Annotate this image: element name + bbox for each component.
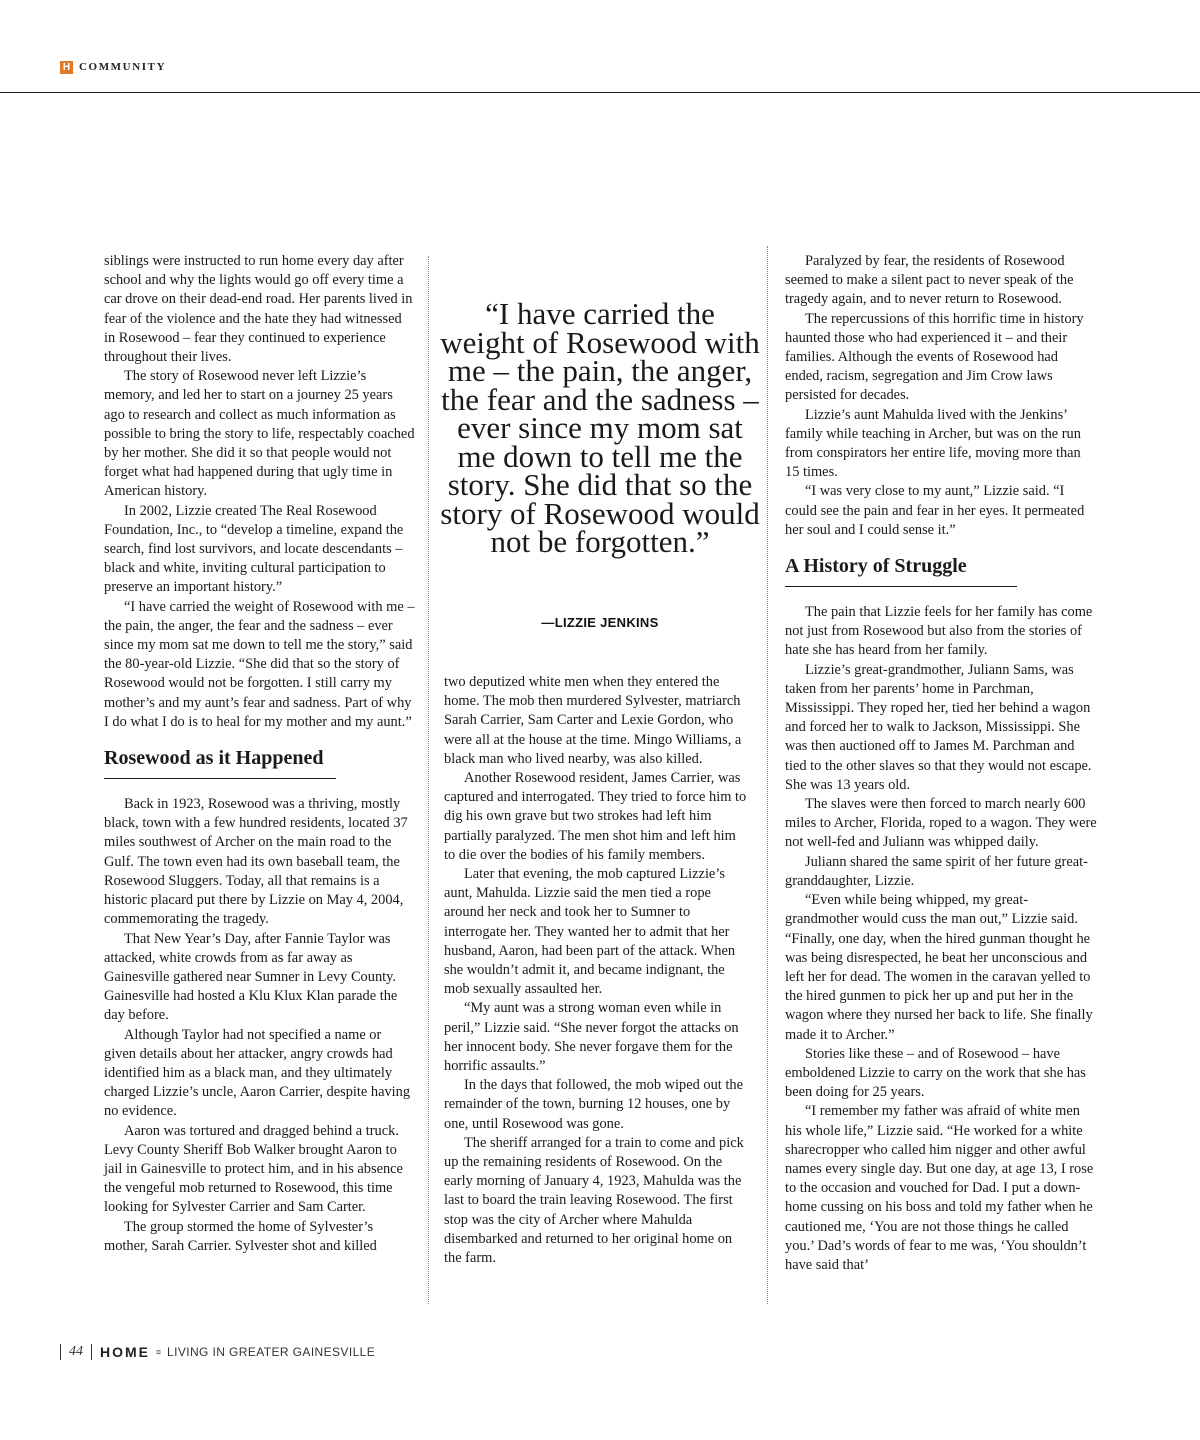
paragraph: Paralyzed by fear, the residents of Rosewood seemed to make a silent pact to never speak of the tragedy again, and to never return to Rosewood.: [785, 253, 1074, 308]
paragraph: The slaves were then forced to march nearly 600 miles to Archer, Florida, roped to a wagon. They were not well-fed and Juliann was whipped daily.: [785, 796, 1097, 851]
paragraph: Juliann shared the same spirit of her future great-granddaughter, Lizzie.: [785, 853, 1088, 889]
paragraph: Aaron was tortured and dragged behind a truck. Levy County Sheriff Bob Walker brought Aaron to jail in Gainesville to protect him, and in his absence the vengeful mob returned to Rosewood, this time looking for Sylvester Carrier and Sam Carter.: [104, 1122, 403, 1216]
subhead-rule: [104, 778, 336, 779]
footer-divider: [91, 1344, 92, 1360]
page-footer: [60, 1342, 375, 1362]
subhead-rosewood-as-it-happened: Rosewood as it Happened: [104, 747, 324, 770]
section-label: COMMUNITY: [79, 61, 167, 73]
subhead-rule: [785, 586, 1017, 587]
page-number: 44: [69, 1344, 83, 1359]
paragraph: The group stormed the home of Sylvester’s mother, Sarah Carrier. Sylvester shot and killed: [104, 1218, 377, 1254]
article-column-3: [785, 252, 1097, 1275]
paragraph: The story of Rosewood never left Lizzie’s memory, and led her to start on a journey 25 years ago to research and collect as much information as possible to bring the story to life, respectably coached by her mother. She did it so that people would not forget what had happened during that ugly time in American history.: [104, 368, 415, 500]
paragraph: In the days that followed, the mob wiped out the remainder of the town, burning 12 houses, one by one, until Rosewood was gone.: [444, 1077, 743, 1132]
subhead-a-history-of-struggle: A History of Struggle: [785, 555, 967, 578]
paragraph: “My aunt was a strong woman even while in peril,” Lizzie said. “She never forgot the attacks on her innocent body. She never forgave them for the horrific assaults.”: [444, 1000, 739, 1075]
paragraph: Lizzie’s aunt Mahulda lived with the Jenkins’ family while teaching in Archer, but was on the run from conspirators her entire life, moving more than 15 times.: [785, 406, 1081, 481]
paragraph: Stories like these – and of Rosewood – have emboldened Lizzie to carry on the work that she has been doing for 25 years.: [785, 1045, 1086, 1101]
paragraph: “Even while being whipped, my great-grandmother would cuss the man out,” Lizzie said. “Finally, one day, when the hired gunman thought he was being disrespected, he beat her unconscious and left her for dead. The women in the caravan yelled to the hired gunmen to pick her up and put her in the wagon where they nursed her back to life. She finally made it to Archer.”: [785, 892, 1093, 1043]
paragraph: Later that evening, the mob captured Lizzie’s aunt, Mahulda. Lizzie said the men tied a rope around her neck and took her to Sumner to interrogate her. They wanted her to admit that her husband, Aaron, had been part of the attack. When she wouldn’t admit it, and became indignant, the mob sexually assaulted her.: [444, 866, 736, 998]
pull-quote-attribution: —LIZZIE JENKINS: [541, 615, 659, 630]
header-rule: [0, 92, 1200, 93]
footer-separator: ¤: [156, 1347, 162, 1357]
paragraph: The pain that Lizzie feels for her family has come not just from Rosewood but also from the stories of hate she has heard from her family.: [785, 604, 1093, 659]
column-divider: [767, 246, 768, 1304]
magazine-tagline: LIVING IN GREATER GAINESVILLE: [167, 1345, 376, 1359]
paragraph: siblings were instructed to run home every day after school and why the lights would go off every time a car drove on their dead-end road. Her parents lived in fear of the violence and the hate they had witnessed in Rosewood – fear they continued to experience throughout their lives.: [104, 253, 413, 366]
paragraph: In 2002, Lizzie created The Real Rosewood Foundation, Inc., to “develop a timeline, expand the search, find lost survivors, and locate descendants – black and white, inviting cultural participation to preserve an important history.”: [104, 502, 404, 596]
section-header: [60, 58, 166, 76]
paragraph: Although Taylor had not specified a name or given details about her attacker, angry crowds had identified him as a black man, and they ultimately charged Lizzie’s uncle, Aaron Carrier, despite having no evidence.: [104, 1026, 411, 1120]
home-logo-icon: H: [60, 61, 73, 74]
magazine-name: HOME: [100, 1344, 150, 1360]
paragraph: Back in 1923, Rosewood was a thriving, mostly black, town with a few hundred residents, located 37 miles southwest of Archer on the main road to the Gulf. The town even had its own baseball team, the Rosewood Sluggers. Today, all that remains is a historic placard put there by Lizzie on May 4, 2004, commemorating the tragedy.: [104, 796, 408, 928]
article-column-2: [444, 673, 750, 1268]
column-divider: [428, 256, 429, 1304]
paragraph: The sheriff arranged for a train to come and pick up the remaining residents of Rosewood. On the early morning of January 4, 1923, Mahulda was the last to board the train leaving Rosewood. The first stop was the city of Archer where Mahulda disembarked and returned to her original home on the farm.: [444, 1134, 744, 1267]
footer-divider: [60, 1344, 61, 1360]
paragraph: The repercussions of this horrific time in history haunted those who had experienced it – and their families. Although the events of Rosewood had ended, racism, segregation and Jim Crow laws persisted for decades.: [785, 310, 1084, 404]
paragraph: “I remember my father was afraid of white men his whole life,” Lizzie said. “He worked for a white sharecropper who called him nigger and other awful names every single day. But one day, at age 13, I rose to the occasion and vouched for Dad. I put a down-home cussing on his boss and told my father when he cautioned me, ‘You are not those things he called you.’ Dad’s words of fear to me was, ‘You shouldn’t have said that’: [785, 1103, 1094, 1273]
paragraph: “I was very close to my aunt,” Lizzie said. “I could see the pain and fear in her eyes. It permeated her soul and I could sense it.”: [785, 483, 1085, 538]
paragraph: two deputized white men when they entered the home. The mob then murdered Sylvester, matriarch Sarah Carrier, Sam Carter and Lexie Gordon, who were all at the house at the time. Mingo Williams, a black man who lived nearby, was also killed.: [444, 674, 742, 767]
article-column-1: [104, 252, 416, 1256]
paragraph: Lizzie’s great-grandmother, Juliann Sams, was taken from her parents’ home in Parchman, Mississippi. They roped her, tied her behind a wagon and forced her to walk to Jackson, Mississippi. She was then auctioned off to James M. Parchman and tied to the other slaves so that they would not escape. She was 13 years old.: [785, 661, 1092, 793]
pull-quote: “I have carried the weight of Rosewood with me – the pain, the anger, the fear and the sadness – ever since my mom sat me down to tell me the story. She did that so the story of Rosewood would not be forgotten.”: [440, 296, 760, 559]
paragraph: Another Rosewood resident, James Carrier, was captured and interrogated. They tried to force him to dig his own grave but two strokes had left him partially paralyzed. The men shot him and left him to die over the bodies of his family members.: [444, 770, 747, 863]
paragraph: That New Year’s Day, after Fannie Taylor was attacked, white crowds from as far away as Gainesville gathered near Sumner in Levy County. Gainesville had hosted a Klu Klux Klan parade the day before.: [104, 930, 398, 1024]
paragraph: “I have carried the weight of Rosewood with me – the pain, the anger, the fear and the sadness – ever since my mom sat me down to tell me the story,” said the 80-year-old Lizzie. “She did that so the story of Rosewood would not be forgotten. I still carry my mother’s and my aunt’s fear and sadness. Part of why I do what I do is to heal for my mother and my aunt.”: [104, 598, 415, 730]
